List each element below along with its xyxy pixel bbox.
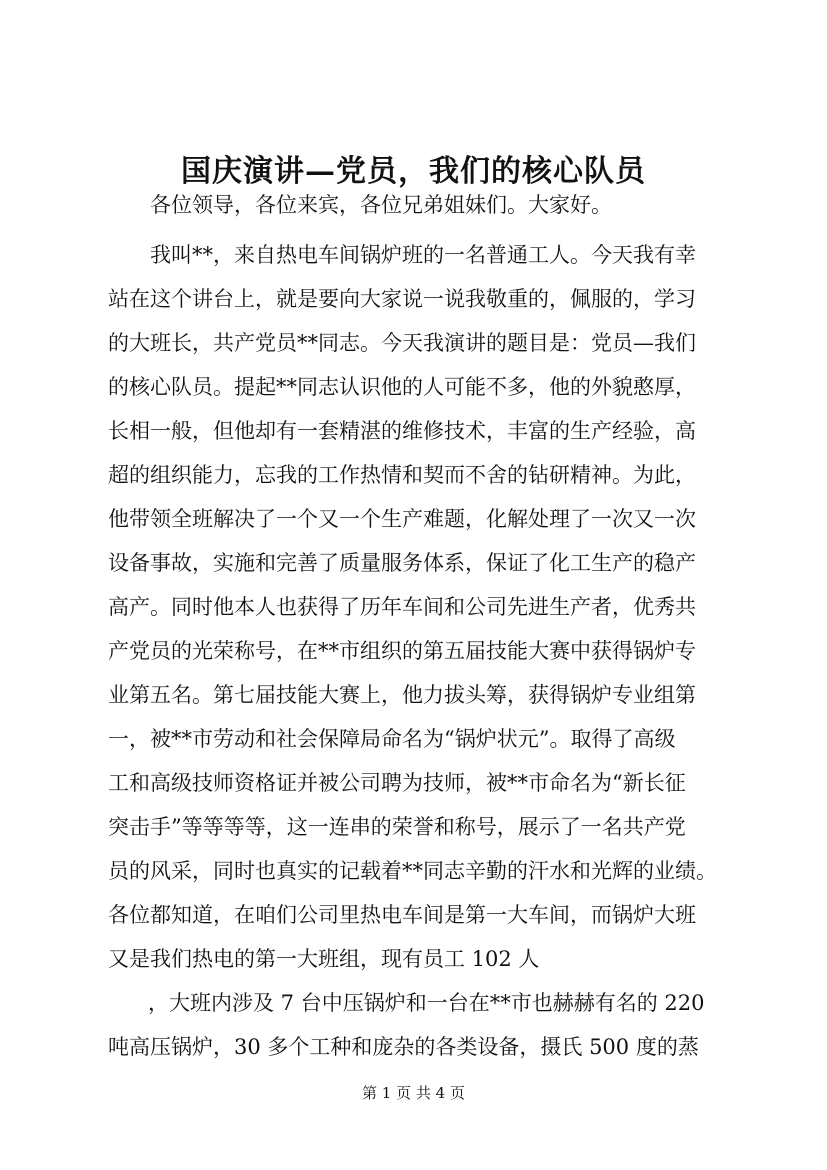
body-line: 突击手”等等等等，这一连串的荣誉和称号，展示了一名共产党 [108, 815, 686, 839]
page-footer: 第 1 页 共 4 页 [362, 1084, 465, 1102]
body-line: 的核心队员。提起**同志认识他的人可能不多，他的外貌憨厚， [108, 375, 696, 399]
body-line: 高产。同时他本人也获得了历年车间和公司先进生产者，优秀共 [108, 595, 696, 619]
body-line: 一，被**市劳动和社会保障局命名为“锅炉状元”。取得了高级 [108, 727, 676, 751]
body-line: 业第五名。第七届技能大赛上，他力拔头筹，获得锅炉专业组第 [108, 683, 696, 707]
body-line: 员的风采，同时也真实的记载着**同志辛勤的汗水和光辉的业绩。 [108, 859, 717, 883]
body-line: 吨高压锅炉，30 多个工种和庞杂的各类设备，摄氏 500 度的蒸 [108, 1035, 699, 1059]
body-line: 又是我们热电的第一大班组，现有员工 102 人 [108, 947, 540, 971]
body-line: 我叫**，来自热电车间锅炉班的一名普通工人。今天我有幸 [150, 243, 696, 267]
body-line: 超的组织能力，忘我的工作热情和契而不舍的钻研精神。为此， [108, 463, 696, 487]
body-line: 他带领全班解决了一个又一个生产难题，化解处理了一次又一次 [108, 507, 696, 531]
body-line: 站在这个讲台上，就是要向大家说一说我敬重的，佩服的，学习 [108, 287, 696, 311]
body-line: ，大班内涉及 7 台中压锅炉和一台在**市也赫赫有名的 220 [148, 991, 705, 1015]
body-line: 设备事故，实施和完善了质量服务体系，保证了化工生产的稳产 [108, 551, 696, 575]
body-line: 长相一般，但他却有一套精湛的维修技术，丰富的生产经验，高 [108, 419, 696, 443]
body-line: 各位领导，各位来宾，各位兄弟姐妹们。大家好。 [150, 193, 612, 217]
body-line: 各位都知道，在咱们公司里热电车间是第一大车间，而锅炉大班 [108, 903, 696, 927]
body-line: 工和高级技师资格证并被公司聘为技师，被**市命名为“新长征 [108, 771, 686, 795]
body-line: 的大班长，共产党员**同志。今天我演讲的题目是：党员—我们 [108, 331, 696, 355]
document-title: 国庆演讲—党员，我们的核心队员 [181, 154, 646, 189]
body-line: 产党员的光荣称号，在**市组织的第五届技能大赛中获得锅炉专 [108, 639, 696, 663]
